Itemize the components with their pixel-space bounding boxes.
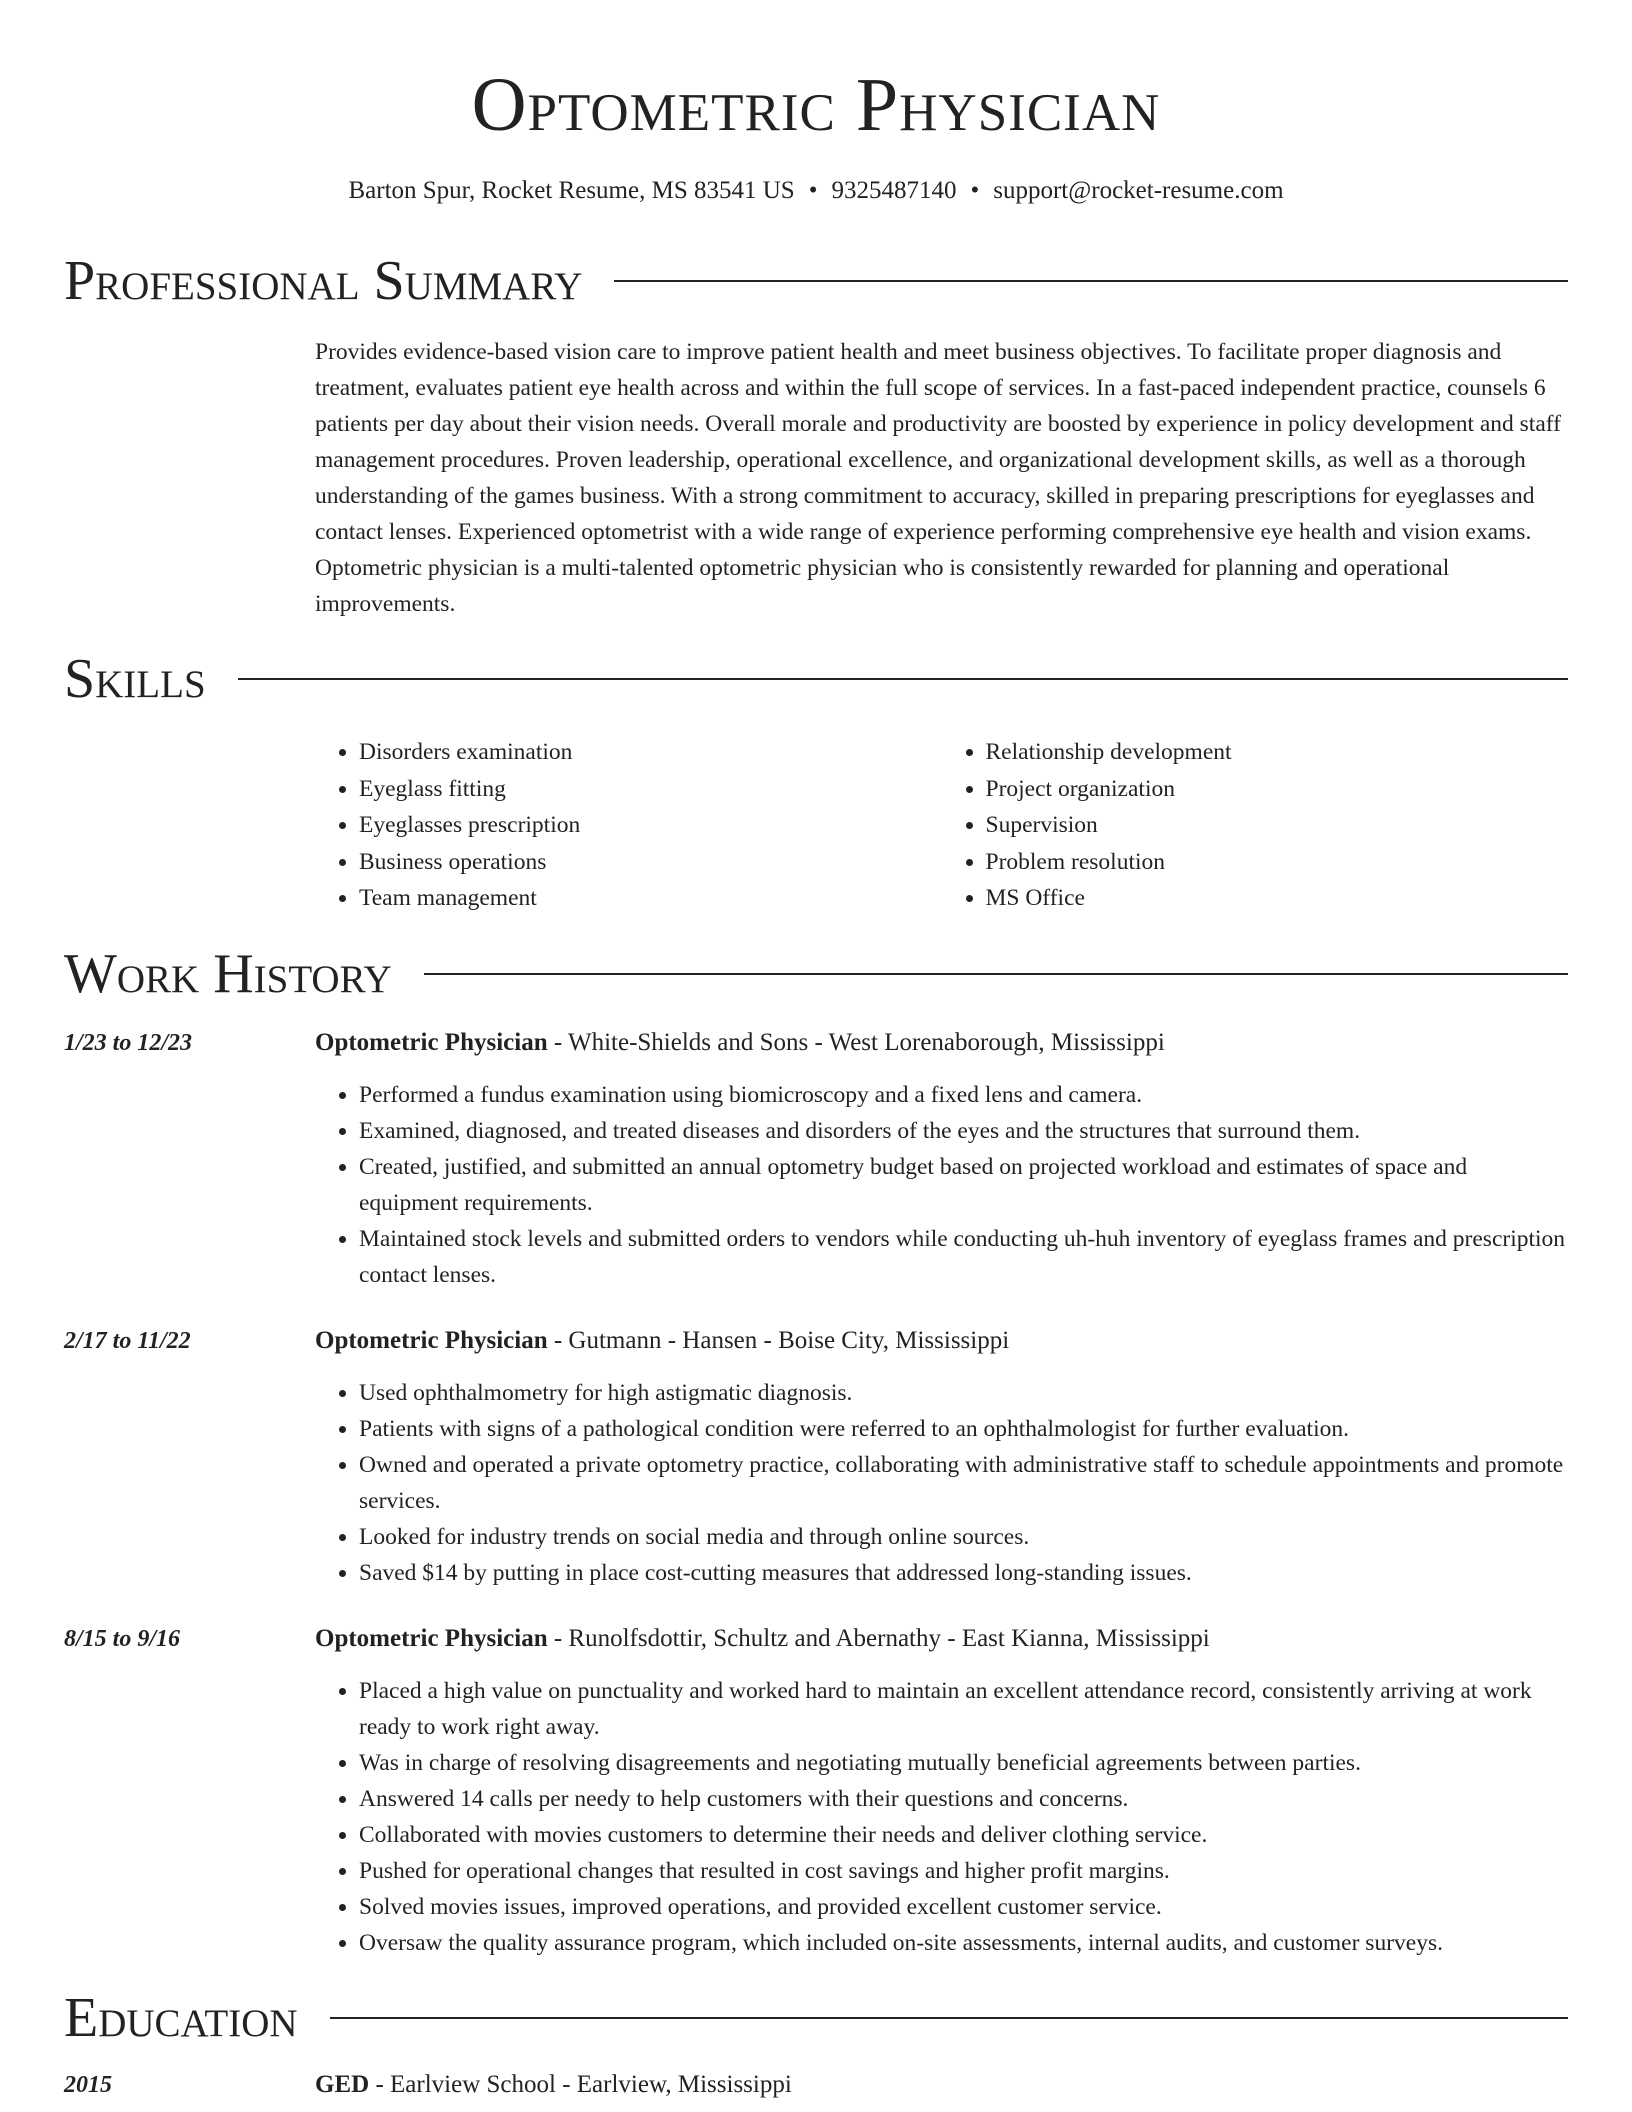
- skill-item: • Supervision: [986, 807, 1569, 844]
- skill-item: • Disorders examination: [359, 734, 942, 771]
- job-bullet: • Placed a high value on punctuality and worked hard to maintain an excellent attendance record, consistently arriving at work ready to work right away.: [359, 1673, 1568, 1745]
- job-body: [315, 1323, 1568, 1591]
- skill-item: • Team management: [359, 880, 942, 917]
- skill-item: • Eyeglasses prescription: [359, 807, 942, 844]
- contact-address: Barton Spur, Rocket Resume, MS 83541 US: [348, 177, 795, 204]
- education-dates: 2015: [64, 2071, 112, 2098]
- job-bullet: • Looked for industry trends on social media and through online sources.: [359, 1519, 1568, 1555]
- job-bullet: • Answered 14 calls per needy to help customers with their questions and concerns.: [359, 1781, 1568, 1817]
- section-title-skills: Skills: [64, 648, 206, 710]
- job-bullets: [315, 1673, 1568, 1961]
- job-bullet: • Collaborated with movies customers to determine their needs and deliver clothing service.: [359, 1817, 1568, 1853]
- job-bullet: • Examined, diagnosed, and treated diseases and disorders of the eyes and the structures that surround them.: [359, 1113, 1568, 1149]
- skill-item: • Relationship development: [986, 734, 1569, 771]
- contact-separator: •: [970, 177, 980, 204]
- section-header-skills: [64, 644, 1568, 714]
- education-heading: [315, 2067, 792, 2103]
- education-degree: GED: [315, 2070, 370, 2098]
- job-bullet: • Patients with signs of a pathological condition were referred to an ophthalmologist for further evaluation.: [359, 1411, 1568, 1447]
- job-bullet: • Used ophthalmometry for high astigmatic diagnosis.: [359, 1375, 1568, 1411]
- job-bullet: • Saved $14 by putting in place cost-cutting measures that addressed long-standing issues.: [359, 1555, 1568, 1591]
- summary-text: Provides evidence-based vision care to improve patient health and meet business objectives. To facilitate proper diagnosis and treatment, evaluates patient eye health across and within the full scope of services. In a fast-paced independent practice, counsels 6 patients per day about their vision needs. Overall morale and productivity are boosted by experience in policy development and staff management procedures. Proven leadership, operational excellence, and organizational development skills, as well as a thorough understanding of the games business. With a strong commitment to accuracy, skilled in preparing prescriptions for eyeglasses and contact lenses. Experienced optometrist with a wide range of experience performing comprehensive eye health and vision exams. Optometric physician is a multi-talented optometric physician who is consistently rewarded for planning and operational improvements.: [315, 339, 1561, 617]
- job-dates: 8/15 to 9/16: [64, 1625, 181, 1652]
- skill-item: • Problem resolution: [986, 844, 1569, 881]
- section-title-summary: Professional Summary: [64, 250, 583, 312]
- job-bullet: • Performed a fundus examination using biomicroscopy and a fixed lens and camera.: [359, 1077, 1568, 1113]
- job-bullet: • Owned and operated a private optometry practice, collaborating with administrative staff to schedule appointments and promote services.: [359, 1447, 1568, 1519]
- section-header-work: [64, 939, 1568, 1009]
- job-employer: - Gutmann - Hansen - Boise City, Mississippi: [547, 1326, 1010, 1354]
- skills-column-left: [315, 734, 942, 917]
- job-heading: [315, 1621, 1568, 1657]
- section-rule: [330, 2017, 1568, 2019]
- resume-title: Optometric Physician: [471, 63, 1161, 147]
- job-bullet: • Solved movies issues, improved operations, and provided excellent customer service.: [359, 1889, 1568, 1925]
- job-dates: 1/23 to 12/23: [64, 1029, 193, 1056]
- section-rule: [424, 973, 1568, 975]
- skill-item: • Business operations: [359, 844, 942, 881]
- job-heading: [315, 1025, 1568, 1061]
- job-role: Optometric Physician: [315, 1326, 548, 1354]
- job-entry: [64, 1621, 1568, 1961]
- job-dates: 2/17 to 11/22: [64, 1327, 191, 1354]
- job-bullets: [315, 1375, 1568, 1591]
- job-entry: [64, 1025, 1568, 1293]
- job-entry: [64, 1323, 1568, 1591]
- section-header-education: [64, 1983, 1568, 2053]
- job-body: [315, 1025, 1568, 1293]
- job-employer: - Runolfsdottir, Schultz and Abernathy - East Kianna, Mississippi: [547, 1624, 1210, 1652]
- job-bullet: • Created, justified, and submitted an annual optometry budget based on projected workload and estimates of space and equipment requirements.: [359, 1149, 1568, 1221]
- skill-item: • Project organization: [986, 771, 1569, 808]
- job-bullet: • Pushed for operational changes that resulted in cost savings and higher profit margins.: [359, 1853, 1568, 1889]
- job-role: Optometric Physician: [315, 1624, 548, 1652]
- job-employer: - White-Shields and Sons - West Lorenaborough, Mississippi: [547, 1028, 1165, 1056]
- contact-email: support@rocket-resume.com: [993, 177, 1284, 204]
- skill-item: • MS Office: [986, 880, 1569, 917]
- section-rule: [614, 280, 1568, 282]
- section-title-education: Education: [64, 1986, 298, 2049]
- education-school: - Earlview School - Earlview, Mississippi: [369, 2070, 792, 2098]
- skills-column-right: [942, 734, 1569, 917]
- job-bullet: • Maintained stock levels and submitted orders to vendors while conducting uh-huh inventory of eyeglass frames and prescription contact lenses.: [359, 1221, 1568, 1293]
- job-body: [315, 1621, 1568, 1961]
- section-rule: [238, 678, 1568, 680]
- resume-page: [64, 0, 1568, 2103]
- job-role: Optometric Physician: [315, 1028, 548, 1056]
- section-title-work: Work History: [64, 942, 392, 1005]
- skill-item: • Eyeglass fitting: [359, 771, 942, 808]
- job-bullet: • Oversaw the quality assurance program, which included on-site assessments, internal audits, and customer surveys.: [359, 1925, 1568, 1961]
- job-bullets: [315, 1077, 1568, 1293]
- contact-separator: •: [808, 177, 818, 204]
- education-entry: [64, 2067, 1568, 2103]
- job-heading: [315, 1323, 1568, 1359]
- section-header-summary: [64, 246, 1568, 316]
- job-bullet: • Was in charge of resolving disagreements and negotiating mutually beneficial agreements between parties.: [359, 1745, 1568, 1781]
- skills-list: [315, 734, 1568, 917]
- contact-phone: 9325487140: [831, 177, 957, 204]
- contact-line: [64, 174, 1568, 208]
